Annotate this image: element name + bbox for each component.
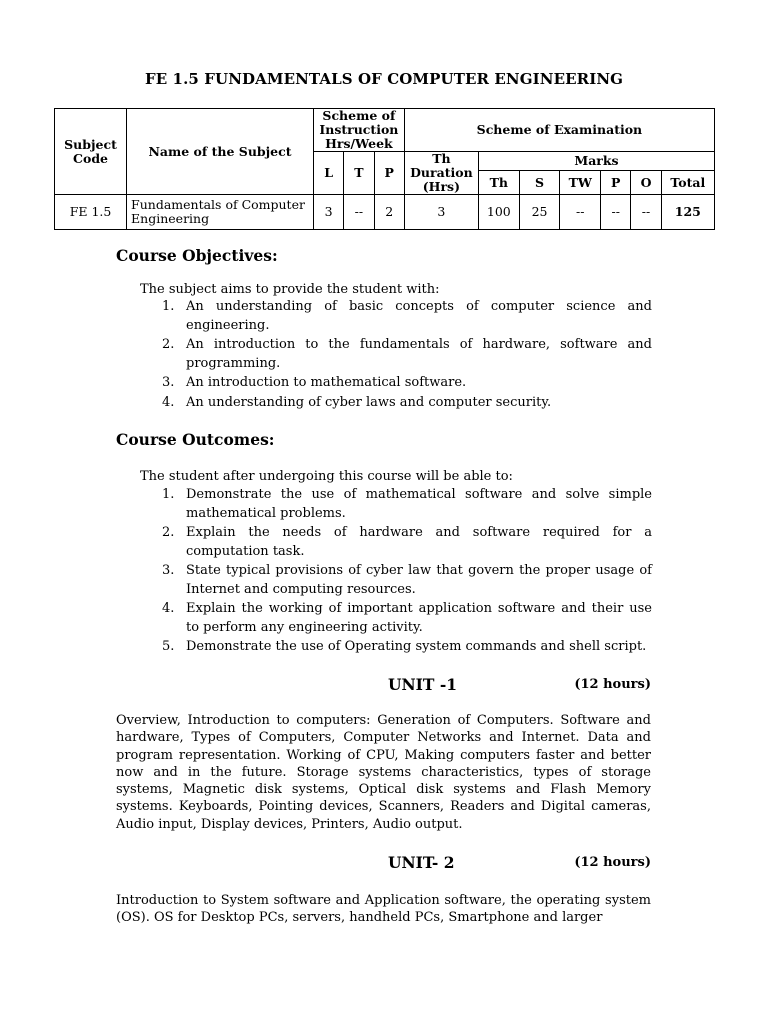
objectives-heading: Course Objectives: (116, 246, 278, 265)
unit1-hours: (12 hours) (574, 677, 651, 692)
unit2-text: Introduction to System software and Application software, the operating system (OS). OS for Desktop PCs, servers, handheld PCs, Smartphone and larger (116, 893, 651, 926)
list-item: 2. An introduction to the fundamentals of hardware, software and programming. (162, 337, 652, 371)
list-item: 5. Demonstrate the use of Operating system commands and shell script. (162, 639, 647, 654)
unit1-text: Overview, Introduction to computers: Generation of Computers. Software and hardware, Types of Computers, Computer Networks and Internet. Data and program representation. Working of CPU, Making computers faster and better now and in the future. Storage systems characteristics, types of storage systems, Magnetic disk systems, Optical disk systems and Flash Memory systems. Keyboards, Pointing devices, Scanners, Readers and Digital cameras, Audio input, Display devices, Printers, Audio output. (116, 713, 651, 832)
header-T: T (344, 152, 374, 195)
cell-L: 3 (313, 195, 343, 230)
cell-P: 2 (374, 195, 404, 230)
cell-duration: 3 (404, 195, 478, 230)
header-th-duration: Th Duration (Hrs) (404, 152, 478, 195)
cell-T: -- (344, 195, 374, 230)
cell-th: 100 (478, 195, 519, 230)
header-marks-total: Total (661, 171, 714, 195)
outcomes-intro: The student after undergoing this course will be able to: (140, 469, 513, 484)
list-item: 1. Demonstrate the use of mathematical software and solve simple mathematical problems. (162, 487, 652, 521)
list-item: 1. An understanding of basic concepts of computer science and engineering. (162, 299, 652, 333)
unit2-heading: UNIT- 2 (388, 853, 455, 872)
cell-p: -- (601, 195, 631, 230)
header-subject-code: Subject Code (55, 109, 127, 195)
list-item: 3. An introduction to mathematical software. (162, 375, 467, 390)
scheme-table (54, 108, 715, 230)
header-marks-p: P (601, 171, 631, 195)
header-P: P (374, 152, 404, 195)
header-marks-s: S (519, 171, 560, 195)
header-L: L (313, 152, 343, 195)
list-item: 2. Explain the needs of hardware and software required for a computation task. (162, 525, 652, 559)
cell-total: 125 (661, 195, 714, 230)
header-instruction: Scheme of Instruction Hrs/Week (313, 109, 404, 152)
cell-name: Fundamentals of Computer Engineering (127, 195, 314, 230)
document-title: FE 1.5 FUNDAMENTALS OF COMPUTER ENGINEERING (144, 70, 624, 88)
table-row (55, 195, 715, 230)
header-marks: Marks (478, 152, 714, 171)
header-examination: Scheme of Examination (404, 109, 714, 152)
header-subject-name: Name of the Subject (127, 109, 314, 195)
unit1-heading: UNIT -1 (388, 675, 458, 694)
cell-s: 25 (519, 195, 560, 230)
header-marks-th: Th (478, 171, 519, 195)
cell-tw: -- (560, 195, 601, 230)
unit2-hours: (12 hours) (574, 855, 651, 870)
outcomes-list (160, 486, 652, 658)
outcomes-heading: Course Outcomes: (116, 430, 275, 449)
cell-code: FE 1.5 (55, 195, 127, 230)
list-item: 4. An understanding of cyber laws and computer security. (162, 394, 552, 410)
list-item: 4. Explain the working of important application software and their use to perform any engineering activity. (162, 601, 652, 635)
header-marks-tw: TW (560, 171, 601, 195)
cell-o: -- (631, 195, 661, 230)
header-marks-o: O (631, 171, 661, 195)
objectives-intro: The subject aims to provide the student with: (140, 282, 440, 297)
list-item: 3. State typical provisions of cyber law that govern the proper usage of Internet and computing resources. (162, 563, 652, 597)
objectives-list (160, 298, 652, 413)
